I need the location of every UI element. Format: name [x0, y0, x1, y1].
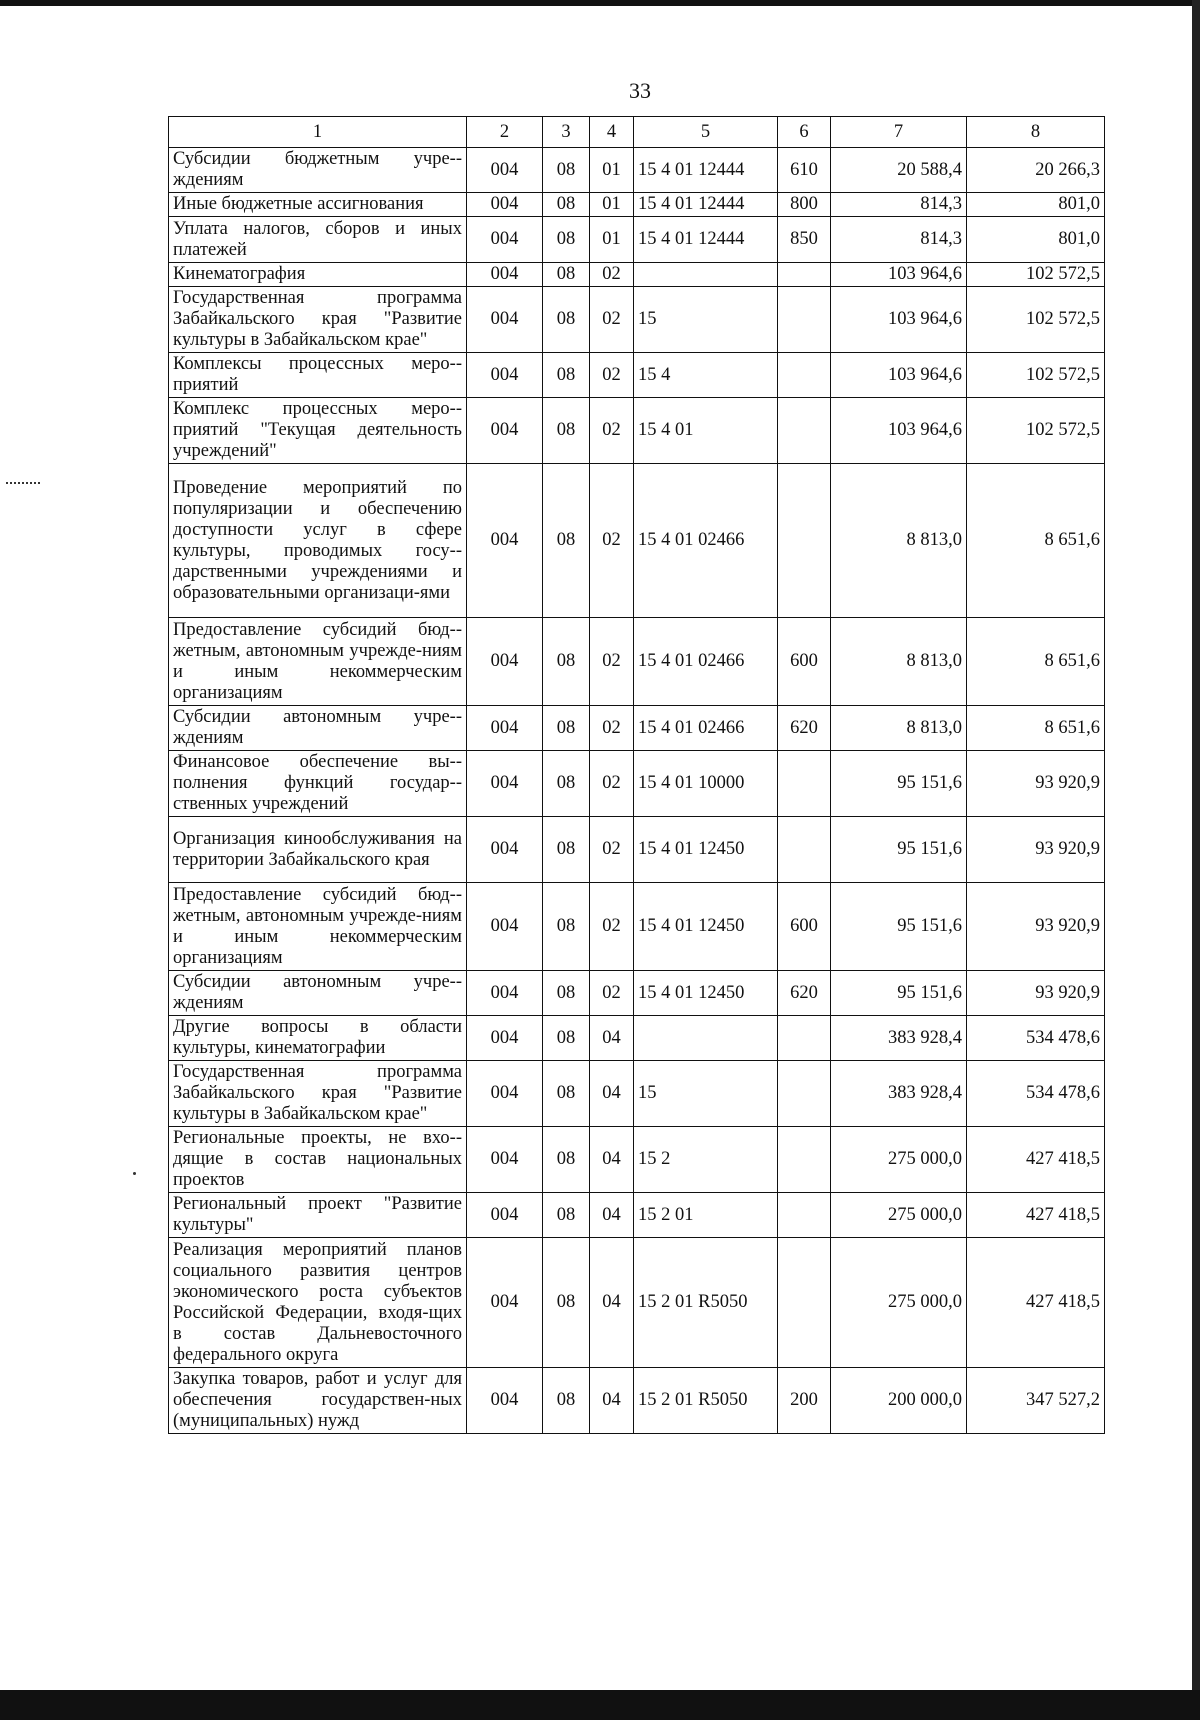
table-row — [169, 1368, 1105, 1434]
row-amount-col7: 8 813,0 — [831, 706, 967, 751]
row-code-target: 15 4 01 12444 — [634, 193, 778, 217]
row-amount-col8: 102 572,5 — [967, 263, 1105, 287]
row-amount-col7: 20 588,4 — [831, 148, 967, 193]
row-amount-col8: 801,0 — [967, 217, 1105, 263]
row-code-section: 08 — [543, 287, 590, 353]
row-code-subsection: 02 — [590, 971, 634, 1016]
row-code-admin: 004 — [467, 263, 543, 287]
table-row — [169, 883, 1105, 971]
row-code-section: 08 — [543, 148, 590, 193]
table-row — [169, 464, 1105, 618]
row-code-target: 15 4 01 02466 — [634, 618, 778, 706]
row-amount-col7: 275 000,0 — [831, 1238, 967, 1368]
row-code-target: 15 4 01 12450 — [634, 883, 778, 971]
row-code-expense: 600 — [778, 883, 831, 971]
row-name: Региональные проекты, не вхо-дящие в состав национальных проектов — [169, 1127, 467, 1193]
row-name: Уплата налогов, сборов и иных платежей — [169, 217, 467, 263]
row-name: Субсидии бюджетным учре-ждениям — [169, 148, 467, 193]
row-code-subsection: 02 — [590, 706, 634, 751]
row-code-admin: 004 — [467, 817, 543, 883]
row-code-target: 15 4 01 — [634, 398, 778, 464]
row-code-subsection: 02 — [590, 464, 634, 618]
row-code-expense — [778, 1016, 831, 1061]
scan-edge-right — [1192, 0, 1200, 1720]
row-name: Финансовое обеспечение вы-полнения функций государ-ственных учреждений — [169, 751, 467, 817]
row-code-target — [634, 1016, 778, 1061]
row-code-section: 08 — [543, 751, 590, 817]
row-amount-col8: 347 527,2 — [967, 1368, 1105, 1434]
row-name: Комплекс процессных меро-приятий "Текущая деятельность учреждений" — [169, 398, 467, 464]
row-amount-col8: 8 651,6 — [967, 464, 1105, 618]
row-code-admin: 004 — [467, 1193, 543, 1238]
row-code-subsection: 04 — [590, 1127, 634, 1193]
header-row — [169, 117, 1105, 148]
table-row — [169, 1061, 1105, 1127]
row-code-section: 08 — [543, 971, 590, 1016]
row-amount-col7: 8 813,0 — [831, 618, 967, 706]
row-code-expense — [778, 1193, 831, 1238]
row-name: Субсидии автономным учре-ждениям — [169, 706, 467, 751]
table-row — [169, 1193, 1105, 1238]
row-code-subsection: 02 — [590, 883, 634, 971]
row-code-target: 15 2 01 R5050 — [634, 1238, 778, 1368]
row-name: Проведение мероприятий по популяризации и обеспечению доступности услуг в сфере культуры, проводимых госу-дарственными учреждениями и образовательными организаци-ями — [169, 464, 467, 618]
row-amount-col7: 383 928,4 — [831, 1061, 967, 1127]
margin-mark — [6, 482, 40, 488]
column-header-7: 7 — [831, 117, 967, 148]
scan-edge-bottom — [0, 1690, 1200, 1720]
row-amount-col7: 103 964,6 — [831, 353, 967, 398]
row-code-expense — [778, 1127, 831, 1193]
table-row — [169, 148, 1105, 193]
row-code-admin: 004 — [467, 398, 543, 464]
column-header-8: 8 — [967, 117, 1105, 148]
row-amount-col7: 95 151,6 — [831, 883, 967, 971]
row-code-section: 08 — [543, 618, 590, 706]
row-amount-col7: 95 151,6 — [831, 751, 967, 817]
column-header-6: 6 — [778, 117, 831, 148]
row-code-expense — [778, 751, 831, 817]
row-amount-col7: 95 151,6 — [831, 817, 967, 883]
row-code-section: 08 — [543, 193, 590, 217]
row-amount-col7: 103 964,6 — [831, 287, 967, 353]
row-code-admin: 004 — [467, 618, 543, 706]
table-row — [169, 706, 1105, 751]
row-code-subsection: 02 — [590, 398, 634, 464]
row-amount-col8: 102 572,5 — [967, 287, 1105, 353]
row-name: Другие вопросы в области культуры, кинематографии — [169, 1016, 467, 1061]
row-amount-col7: 103 964,6 — [831, 398, 967, 464]
row-code-admin: 004 — [467, 193, 543, 217]
row-code-expense — [778, 287, 831, 353]
row-amount-col8: 427 418,5 — [967, 1127, 1105, 1193]
row-amount-col7: 95 151,6 — [831, 971, 967, 1016]
row-amount-col8: 93 920,9 — [967, 971, 1105, 1016]
row-amount-col7: 8 813,0 — [831, 464, 967, 618]
row-code-subsection: 02 — [590, 353, 634, 398]
row-amount-col8: 93 920,9 — [967, 817, 1105, 883]
row-amount-col8: 93 920,9 — [967, 751, 1105, 817]
row-code-section: 08 — [543, 353, 590, 398]
row-amount-col8: 102 572,5 — [967, 398, 1105, 464]
row-amount-col8: 93 920,9 — [967, 883, 1105, 971]
table-row — [169, 263, 1105, 287]
row-amount-col8: 102 572,5 — [967, 353, 1105, 398]
row-amount-col8: 427 418,5 — [967, 1238, 1105, 1368]
row-code-admin: 004 — [467, 1238, 543, 1368]
table-row — [169, 817, 1105, 883]
column-header-1: 1 — [169, 117, 467, 148]
margin-dot — [133, 1172, 136, 1175]
row-name: Субсидии автономным учре-ждениям — [169, 971, 467, 1016]
column-header-4: 4 — [590, 117, 634, 148]
table-row — [169, 618, 1105, 706]
row-code-target: 15 — [634, 287, 778, 353]
page-number: 33 — [629, 78, 651, 103]
row-code-target: 15 2 — [634, 1127, 778, 1193]
row-name: Кинематография — [169, 263, 467, 287]
row-code-expense: 200 — [778, 1368, 831, 1434]
row-code-admin: 004 — [467, 464, 543, 618]
row-amount-col7: 275 000,0 — [831, 1193, 967, 1238]
row-code-section: 08 — [543, 883, 590, 971]
row-code-admin: 004 — [467, 706, 543, 751]
table-row — [169, 751, 1105, 817]
row-code-subsection: 02 — [590, 287, 634, 353]
table-row — [169, 1238, 1105, 1368]
budget-table — [168, 116, 1105, 1434]
row-code-admin: 004 — [467, 751, 543, 817]
row-code-expense — [778, 1061, 831, 1127]
row-name: Реализация мероприятий планов социального развития центров экономического роста субъектов Российской Федерации, входя-щих в состав Дальневосточного федерального округа — [169, 1238, 467, 1368]
row-code-admin: 004 — [467, 883, 543, 971]
row-code-section: 08 — [543, 1368, 590, 1434]
row-code-admin: 004 — [467, 148, 543, 193]
row-code-target — [634, 263, 778, 287]
row-code-expense — [778, 1238, 831, 1368]
row-code-target: 15 4 01 12444 — [634, 217, 778, 263]
row-code-section: 08 — [543, 706, 590, 751]
row-code-admin: 004 — [467, 217, 543, 263]
table-row — [169, 217, 1105, 263]
row-code-expense: 620 — [778, 706, 831, 751]
row-code-subsection: 04 — [590, 1368, 634, 1434]
row-code-admin: 004 — [467, 353, 543, 398]
row-code-admin: 004 — [467, 287, 543, 353]
row-code-target: 15 4 01 02466 — [634, 706, 778, 751]
row-code-expense: 600 — [778, 618, 831, 706]
row-code-subsection: 02 — [590, 817, 634, 883]
row-code-target: 15 4 01 02466 — [634, 464, 778, 618]
table-body — [169, 148, 1105, 1434]
scan-edge-top — [0, 0, 1200, 6]
row-code-admin: 004 — [467, 1016, 543, 1061]
row-code-target: 15 — [634, 1061, 778, 1127]
row-code-section: 08 — [543, 1061, 590, 1127]
row-code-target: 15 4 — [634, 353, 778, 398]
row-code-section: 08 — [543, 1016, 590, 1061]
column-header-5: 5 — [634, 117, 778, 148]
row-code-section: 08 — [543, 1193, 590, 1238]
row-code-admin: 004 — [467, 1127, 543, 1193]
row-code-target: 15 2 01 — [634, 1193, 778, 1238]
row-code-expense: 610 — [778, 148, 831, 193]
row-name: Организация кинообслуживания на территории Забайкальского края — [169, 817, 467, 883]
row-amount-col8: 534 478,6 — [967, 1061, 1105, 1127]
row-code-section: 08 — [543, 217, 590, 263]
row-code-subsection: 01 — [590, 217, 634, 263]
row-amount-col7: 814,3 — [831, 193, 967, 217]
column-header-2: 2 — [467, 117, 543, 148]
row-code-subsection: 04 — [590, 1061, 634, 1127]
row-amount-col8: 801,0 — [967, 193, 1105, 217]
row-code-section: 08 — [543, 1127, 590, 1193]
row-code-subsection: 04 — [590, 1016, 634, 1061]
row-code-admin: 004 — [467, 1368, 543, 1434]
row-code-subsection: 01 — [590, 148, 634, 193]
row-amount-col8: 427 418,5 — [967, 1193, 1105, 1238]
table-row — [169, 971, 1105, 1016]
row-code-expense — [778, 817, 831, 883]
row-amount-col8: 8 651,6 — [967, 706, 1105, 751]
row-name: Комплексы процессных меро-приятий — [169, 353, 467, 398]
row-code-section: 08 — [543, 263, 590, 287]
row-code-section: 08 — [543, 1238, 590, 1368]
row-amount-col7: 103 964,6 — [831, 263, 967, 287]
row-code-target: 15 4 01 10000 — [634, 751, 778, 817]
row-amount-col8: 8 651,6 — [967, 618, 1105, 706]
row-code-admin: 004 — [467, 1061, 543, 1127]
table-row — [169, 1016, 1105, 1061]
row-name: Предоставление субсидий бюд-жетным, автономным учрежде-ниям и иным некоммерческим организациям — [169, 883, 467, 971]
table-row — [169, 398, 1105, 464]
row-code-target: 15 2 01 R5050 — [634, 1368, 778, 1434]
row-name: Предоставление субсидий бюд-жетным, автономным учрежде-ниям и иным некоммерческим организациям — [169, 618, 467, 706]
row-code-subsection: 01 — [590, 193, 634, 217]
row-name: Государственная программа Забайкальского края "Развитие культуры в Забайкальском крае" — [169, 287, 467, 353]
row-code-admin: 004 — [467, 971, 543, 1016]
row-code-section: 08 — [543, 464, 590, 618]
row-name: Закупка товаров, работ и услуг для обеспечения государствен-ных (муниципальных) нужд — [169, 1368, 467, 1434]
row-amount-col8: 20 266,3 — [967, 148, 1105, 193]
row-name: Иные бюджетные ассигнования — [169, 193, 467, 217]
row-code-subsection: 04 — [590, 1238, 634, 1368]
row-code-subsection: 02 — [590, 618, 634, 706]
row-amount-col7: 275 000,0 — [831, 1127, 967, 1193]
row-amount-col7: 383 928,4 — [831, 1016, 967, 1061]
row-code-expense — [778, 464, 831, 618]
table-row — [169, 1127, 1105, 1193]
row-amount-col7: 200 000,0 — [831, 1368, 967, 1434]
table-row — [169, 287, 1105, 353]
column-header-3: 3 — [543, 117, 590, 148]
row-code-expense — [778, 353, 831, 398]
row-code-target: 15 4 01 12444 — [634, 148, 778, 193]
row-name: Государственная программа Забайкальского края "Развитие культуры в Забайкальском крае" — [169, 1061, 467, 1127]
row-code-expense: 850 — [778, 217, 831, 263]
row-code-expense — [778, 263, 831, 287]
row-code-section: 08 — [543, 398, 590, 464]
table-row — [169, 353, 1105, 398]
row-code-section: 08 — [543, 817, 590, 883]
row-code-target: 15 4 01 12450 — [634, 817, 778, 883]
row-code-expense — [778, 398, 831, 464]
row-amount-col7: 814,3 — [831, 217, 967, 263]
row-code-subsection: 04 — [590, 1193, 634, 1238]
row-name: Региональный проект "Развитие культуры" — [169, 1193, 467, 1238]
row-code-subsection: 02 — [590, 263, 634, 287]
row-code-subsection: 02 — [590, 751, 634, 817]
row-amount-col8: 534 478,6 — [967, 1016, 1105, 1061]
table-row — [169, 193, 1105, 217]
row-code-expense: 620 — [778, 971, 831, 1016]
row-code-expense: 800 — [778, 193, 831, 217]
row-code-target: 15 4 01 12450 — [634, 971, 778, 1016]
